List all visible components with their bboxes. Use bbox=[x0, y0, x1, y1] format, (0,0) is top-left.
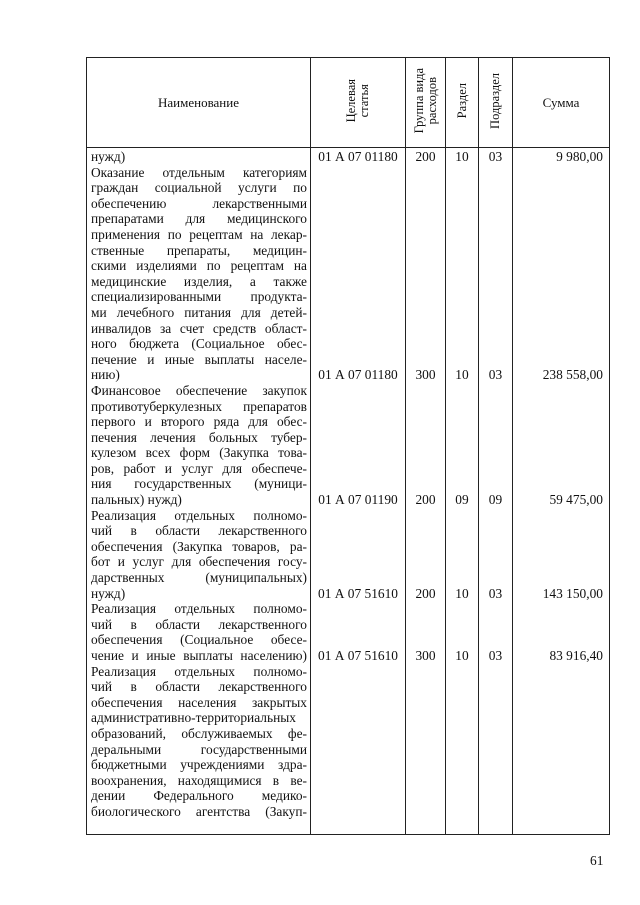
name-line: противотуберкулезных препаратов bbox=[91, 398, 307, 414]
name-line: скими изделиями по рецептам на bbox=[91, 258, 307, 274]
target-code: 01 А 07 01190 bbox=[318, 492, 398, 508]
expense-group: 200 bbox=[415, 149, 436, 164]
name-line: нию) bbox=[91, 367, 120, 383]
expense-group: 300 bbox=[415, 648, 436, 664]
name-line: биологического агентства (Закуп- bbox=[91, 803, 307, 819]
subsection-code: 03 bbox=[488, 149, 503, 164]
expense-group: 200 bbox=[415, 492, 436, 508]
sum-value: 238 558,00 bbox=[542, 367, 603, 383]
section-code: 10 bbox=[455, 585, 469, 601]
name-line: дарственных (муниципальных) bbox=[91, 570, 307, 586]
sum-value: 83 916,40 bbox=[549, 648, 603, 664]
subsection-code: 03 bbox=[488, 585, 503, 601]
name-line: бот и услуг для обеспечения госу- bbox=[91, 554, 307, 570]
name-line: ров, работ и услуг для обеспече- bbox=[91, 460, 307, 476]
section-code: 09 bbox=[455, 492, 469, 508]
name-line: обеспечению лекарственными bbox=[91, 195, 307, 211]
name-line: граждан социальной услуги по bbox=[91, 180, 307, 196]
name-line: обеспечения (Социальное обесе- bbox=[91, 632, 307, 648]
name-line: препаратами для медицинского bbox=[91, 211, 307, 227]
name-line: ственные препараты, медицин- bbox=[91, 242, 307, 258]
name-line: первого и второго ряда для обес- bbox=[91, 414, 307, 430]
name-line: чий в области лекарственного bbox=[91, 523, 307, 539]
name-line: ния государственных (муници- bbox=[91, 476, 307, 492]
sum-value: 9 980,00 bbox=[556, 149, 603, 164]
name-line: ного бюджета (Социальное обес- bbox=[91, 336, 307, 352]
header-target: Целевая статья bbox=[311, 58, 406, 148]
name-line: нужд) bbox=[91, 149, 126, 164]
header-group: Группа вида расходов bbox=[406, 58, 446, 148]
sum-value: 59 475,00 bbox=[549, 492, 603, 508]
name-line: чий в области лекарственного bbox=[91, 616, 307, 632]
name-line: Реализация отдельных полномо- bbox=[91, 601, 307, 617]
expense-group: 200 bbox=[415, 585, 436, 601]
name-line: дении Федерального медико- bbox=[91, 788, 307, 804]
name-line: кулезом всех форм (Закупка това- bbox=[91, 445, 307, 461]
name-line: административно-территориальных bbox=[91, 710, 296, 726]
name-line: печение и иные выплаты населе- bbox=[91, 351, 307, 367]
header-name: Наименование bbox=[87, 58, 311, 148]
sum-value: 143 150,00 bbox=[542, 585, 603, 601]
header-section: Раздел bbox=[446, 58, 479, 148]
expense-group: 300 bbox=[415, 367, 436, 383]
subsection-code: 09 bbox=[488, 492, 503, 508]
name-line: ми лечебного питания для детей- bbox=[91, 304, 307, 320]
name-line: деральными государственными bbox=[91, 741, 307, 757]
name-line: обеспечения (Закупка товаров, ра- bbox=[91, 538, 307, 554]
budget-table bbox=[86, 57, 610, 835]
name-line: применения по рецептам на лекар- bbox=[91, 226, 307, 242]
name-line: Реализация отдельных полномо- bbox=[91, 507, 307, 523]
name-line: специализированными продукта- bbox=[91, 289, 307, 305]
header-sum: Сумма bbox=[513, 58, 610, 148]
subsection-code: 03 bbox=[488, 648, 503, 664]
name-line: чий в области лекарственного bbox=[91, 679, 307, 695]
name-line: печения лечения больных тубер- bbox=[91, 429, 307, 445]
header-row bbox=[87, 58, 610, 148]
section-code: 10 bbox=[455, 648, 469, 664]
sum-column bbox=[513, 148, 610, 835]
name-line: пальных) нужд) bbox=[91, 492, 182, 508]
name-line: Финансовое обеспечение закупок bbox=[91, 382, 307, 398]
page-number: 61 bbox=[590, 853, 604, 868]
target-column bbox=[311, 148, 406, 835]
name-line: Оказание отдельным категориям bbox=[91, 164, 307, 180]
section-code: 10 bbox=[455, 367, 469, 383]
group-column bbox=[406, 148, 446, 835]
target-code: 01 А 07 01180 bbox=[318, 149, 398, 164]
target-code: 01 А 07 51610 bbox=[318, 648, 398, 664]
section-code: 10 bbox=[455, 149, 469, 164]
name-line: обеспечения населения закрытых bbox=[91, 694, 307, 710]
name-column bbox=[87, 148, 311, 835]
name-line: нужд) bbox=[91, 585, 126, 601]
name-line: инвалидов за счет средств област- bbox=[91, 320, 307, 336]
section-column bbox=[446, 148, 479, 835]
subsection-code: 03 bbox=[488, 367, 503, 383]
name-line: бюджетными учреждениями здра- bbox=[91, 757, 307, 773]
subsection-column bbox=[479, 148, 513, 835]
name-line: образований, обслуживаемых фе- bbox=[91, 725, 307, 741]
name-line: воохранения, находящимися в ве- bbox=[91, 772, 307, 788]
name-line: медицинские изделия, а также bbox=[91, 273, 307, 289]
table-body-row bbox=[87, 148, 610, 835]
name-line: Реализация отдельных полномо- bbox=[91, 663, 307, 679]
target-code: 01 А 07 51610 bbox=[318, 585, 398, 601]
header-subsection: Подраздел bbox=[479, 58, 513, 148]
target-code: 01 А 07 01180 bbox=[318, 367, 398, 383]
name-line: чение и иные выплаты населению) bbox=[91, 648, 307, 663]
